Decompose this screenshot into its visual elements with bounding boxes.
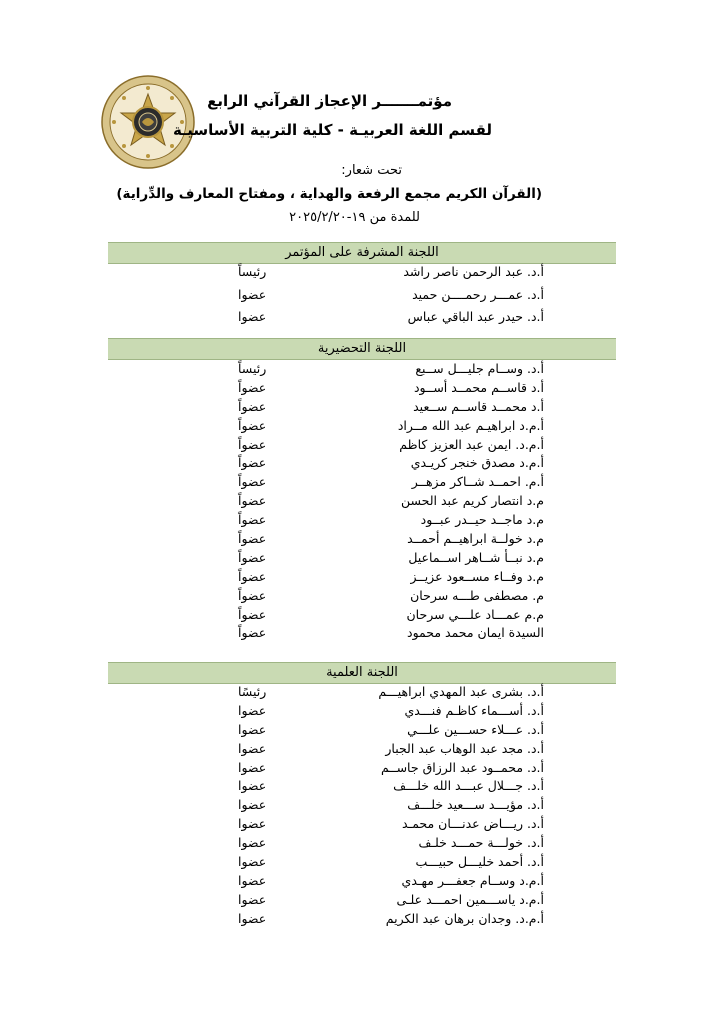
list-item bbox=[0, 306, 724, 329]
member-role: عضواً bbox=[238, 549, 267, 565]
member-role: عضواً bbox=[238, 606, 267, 622]
member-role: عضوا bbox=[238, 891, 267, 907]
member-name: م.م عمـــاد علـــي سرحان bbox=[406, 606, 544, 622]
member-name: أ.د. عمـــر رحمــــن حميد bbox=[412, 286, 544, 302]
member-name: أ.د. ريـــاض عدنـــان محمـد bbox=[401, 816, 544, 832]
member-name: م.د ماجــد حيــدر عبــود bbox=[420, 512, 544, 528]
list-item bbox=[0, 796, 724, 815]
list-item bbox=[0, 530, 724, 549]
member-name: أ.د. عـــلاء حســـين علـــي bbox=[407, 721, 544, 737]
conference-period: للمدة من ١٩-٢٠٢٥/٢/٢٠ bbox=[289, 210, 420, 225]
member-name: أ.د. محمــود عبد الرزاق جاســم bbox=[380, 759, 544, 775]
member-name: أ.د. أســـماء كاظـم فنـــدي bbox=[404, 702, 544, 718]
member-name: أ.م.د. ايمن عبد العزيز كاظم bbox=[399, 436, 544, 452]
member-role: عضوا bbox=[238, 702, 267, 718]
member-name: أ.م.د. وجدان برهان عبد الكريم bbox=[385, 910, 544, 926]
member-name: أ.د محمــد قاســم ســعيد bbox=[413, 398, 544, 414]
member-name: أ.م.د ياســـمين احمـــد علـى bbox=[396, 891, 544, 907]
member-name: أ.د. حيدر عبد الباقي عباس bbox=[407, 309, 544, 324]
member-role: عضواً bbox=[238, 379, 267, 395]
member-name: م.د انتصار كريم عبد الحسن bbox=[400, 493, 544, 509]
list-item bbox=[0, 759, 724, 778]
list-item bbox=[0, 777, 724, 796]
list-item bbox=[0, 568, 724, 587]
member-name: أ.م. احمــد شــاكر مزهــر bbox=[411, 474, 544, 490]
member-name: أ.د. عبد الرحمن ناصر راشد bbox=[403, 264, 544, 279]
member-name: أ.د. جـــلال عبـــد الله خلـــف bbox=[393, 778, 544, 794]
list-item bbox=[0, 910, 724, 929]
member-role: عضواً bbox=[238, 436, 267, 452]
member-role: عضواً bbox=[238, 568, 267, 584]
member-name: أ.د. مؤيـــد ســـعيد خلـــف bbox=[407, 797, 544, 813]
member-name: م.د نبــأ شــاهر اســماعيل bbox=[408, 549, 544, 565]
member-role: عضواً bbox=[238, 512, 267, 528]
member-role: عضواً bbox=[238, 493, 267, 509]
list-item bbox=[0, 261, 724, 284]
member-role: عضواً bbox=[238, 587, 267, 603]
slogan-label: تحت شعار: bbox=[341, 163, 402, 178]
member-name: أ.م.د مصدق خنجر كريـدي bbox=[410, 455, 544, 471]
member-name: أ.م.د وســام جعفـــر مهـدي bbox=[401, 872, 544, 888]
member-role: عضواً bbox=[238, 417, 267, 433]
list-item bbox=[0, 587, 724, 606]
list-item bbox=[0, 284, 724, 307]
member-name: أ.د قاســم محمــد أســود bbox=[413, 379, 544, 395]
member-role: عضواً bbox=[238, 398, 267, 414]
section-header-supervisory: اللجنة المشرفة على المؤتمر bbox=[108, 242, 616, 264]
member-role: عضوا bbox=[238, 778, 267, 794]
list-item bbox=[0, 683, 724, 702]
member-role: عضواً bbox=[238, 474, 267, 490]
conference-slogan: (القرآن الكريم مجمع الرفعة والهداية ، ومفتاح المعارف والدِّراية) bbox=[116, 186, 542, 202]
conference-title: مؤتمـــــــر الإعجاز القرآني الرابع bbox=[207, 92, 452, 110]
member-name: م.د خولــة ابراهيــم أحمــد bbox=[407, 531, 544, 547]
member-role: عضوا bbox=[238, 816, 267, 832]
list-item bbox=[0, 872, 724, 891]
member-name: أ.د. مجد عبد الوهاب عبد الجبار bbox=[385, 740, 544, 756]
list-item bbox=[0, 379, 724, 398]
member-role: عضوا bbox=[238, 286, 267, 302]
member-role: عضوا bbox=[238, 759, 267, 775]
member-name: أ.م.د ابراهيـم عبد الله مــراد bbox=[397, 417, 544, 433]
member-role: عضوا bbox=[238, 835, 267, 851]
scientific-committee-list bbox=[0, 683, 724, 929]
department-line: لقسم اللغة العربيـة - كلية التربية الأساسيـة bbox=[173, 121, 492, 139]
member-name: أ.د. أحمد خليـــل حبيـــب bbox=[415, 854, 544, 870]
member-name: م.د وفــاء مســعود عزيــز bbox=[410, 568, 544, 584]
member-name: أ.د. خولـــة حمـــد خلـف bbox=[418, 835, 544, 851]
member-role: عضوا bbox=[238, 797, 267, 813]
member-role: عضوا bbox=[238, 309, 267, 324]
list-item bbox=[0, 891, 724, 910]
list-item bbox=[0, 740, 724, 759]
supervisory-committee-list bbox=[0, 261, 724, 329]
member-name: السيدة ايمان محمد محمود bbox=[407, 625, 544, 641]
preparatory-committee-list bbox=[0, 360, 724, 643]
list-item bbox=[0, 492, 724, 511]
list-item bbox=[0, 624, 724, 643]
list-item bbox=[0, 454, 724, 473]
list-item bbox=[0, 834, 724, 853]
member-role: عضواً bbox=[238, 455, 267, 471]
list-item bbox=[0, 473, 724, 492]
member-role: عضواً bbox=[238, 531, 267, 547]
list-item bbox=[0, 417, 724, 436]
list-item bbox=[0, 436, 724, 455]
member-role: رئيسًا bbox=[238, 684, 267, 699]
member-role: عضوا bbox=[238, 854, 267, 870]
list-item bbox=[0, 360, 724, 379]
member-role: عضوا bbox=[238, 721, 267, 737]
list-item bbox=[0, 721, 724, 740]
list-item bbox=[0, 511, 724, 530]
list-item bbox=[0, 606, 724, 625]
member-name: أ.د. وســام جليـــل ســبع bbox=[415, 361, 544, 376]
member-role: عضوا bbox=[238, 740, 267, 756]
member-role: عضواً bbox=[238, 625, 267, 641]
list-item bbox=[0, 853, 724, 872]
list-item bbox=[0, 815, 724, 834]
member-role: رئيساً bbox=[238, 264, 267, 279]
member-role: عضوا bbox=[238, 872, 267, 888]
member-name: أ.د. بشرى عبد المهدي ابراهيـــم bbox=[378, 684, 544, 699]
member-role: عضوا bbox=[238, 910, 267, 926]
list-item bbox=[0, 549, 724, 568]
list-item bbox=[0, 702, 724, 721]
section-header-scientific: اللجنة العلمية bbox=[108, 662, 616, 684]
list-item bbox=[0, 398, 724, 417]
member-name: م. مصطفى طـــه سرحان bbox=[410, 587, 544, 603]
member-role: رئيساً bbox=[238, 361, 267, 376]
section-header-preparatory: اللجنة التحضيرية bbox=[108, 338, 616, 360]
